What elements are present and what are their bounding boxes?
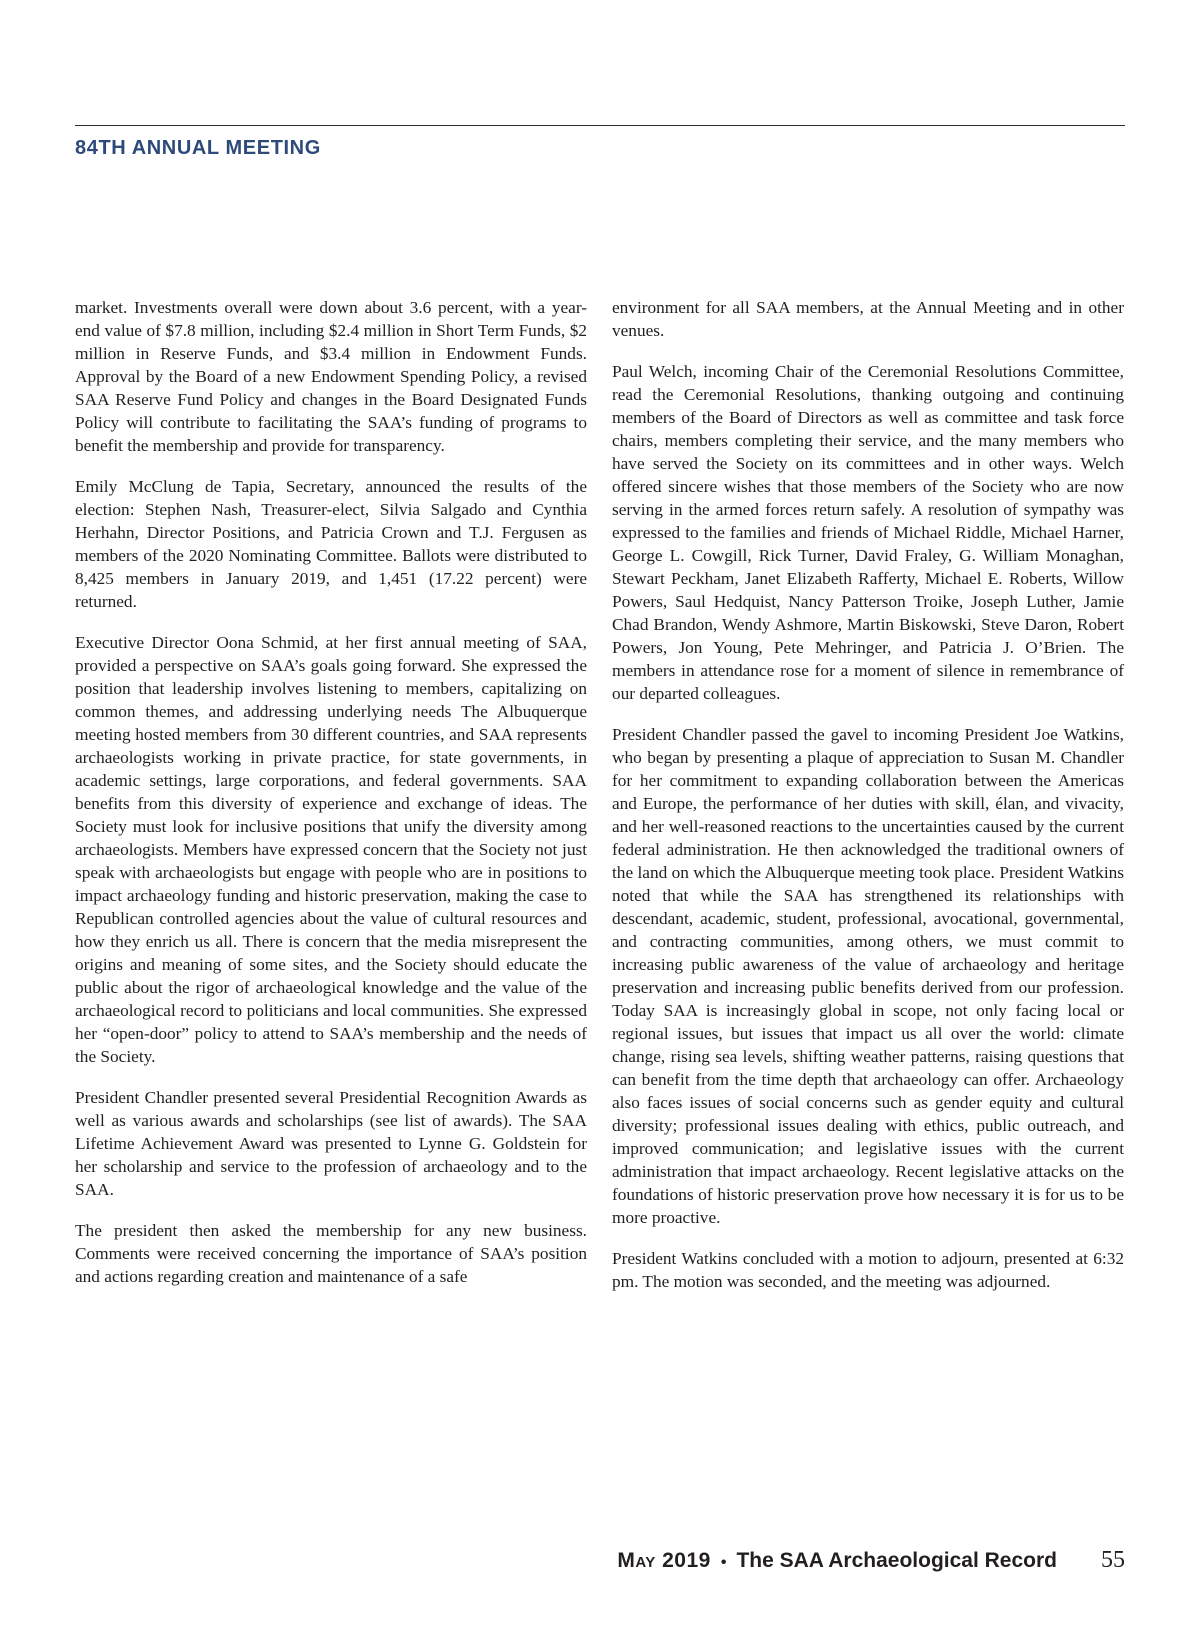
section-title: 84TH ANNUAL MEETING [75,137,321,159]
paragraph: The president then asked the membership for any new business. Comments were received concerning the importance of SAA’s position and actions regarding creation and maintenance of a safe [75,1221,587,1286]
publication-title: The SAA Archaeological Record [736,1549,1057,1572]
paragraph: Emily McClung de Tapia, Secretary, announced the results of the election: Stephen Nash, Treasurer-elect, Silvia Salgado and Cynthia Herhahn, Director Positions, and Patricia Crown and T.J. Fergusen as members of the 2020 Nominating Committee. Ballots were distributed to 8,425 members in January 2019, and 1,451 (17.22 percent) were returned. [75,477,587,611]
paragraph: environment for all SAA members, at the Annual Meeting and in other venues. [612,298,1124,340]
left-column [75,296,587,1306]
paragraph: Executive Director Oona Schmid, at her first annual meeting of SAA, provided a perspective on SAA’s goals going forward. She expressed the position that leadership involves listening to members, capitalizing on common themes, and addressing underlying needs The Albuquerque meeting hosted members from 30 different countries, and SAA represents archaeologists working in private practice, for state governments, in academic settings, large corporations, and federal governments. SAA benefits from this diversity of experience and exchange of ideas. The Society must look for inclusive positions that unify the diversity among archaeologists. Members have expressed concern that the Society not just speak with archaeologists but engage with people who are in positions to impact archaeology funding and historic preservation, making the case to Republican controlled agencies about the value of cultural resources and how they enrich us all. There is concern that the media misrepresent the origins and meaning of some sites, and the Society should educate the public about the rigor of archaeological knowledge and the value of the archaeological record to politicians and local communities. She expressed her “open-door” policy to attend to SAA’s membership and the needs of the Society. [75,633,587,1066]
paragraph: President Watkins concluded with a motion to adjourn, presented at 6:32 pm. The motion was seconded, and the meeting was adjourned. [612,1249,1124,1291]
header-rule [75,125,1125,126]
page-number: 55 [1101,1547,1125,1573]
paragraph: market. Investments overall were down about 3.6 percent, with a year-end value of $7.8 million, including $2.4 million in Short Term Funds, $2 million in Reserve Funds, and $3.4 million in Endowment Funds. Approval by the Board of a new Endowment Spending Policy, a revised SAA Reserve Fund Policy and changes in the Board Designated Funds Policy will contribute to facilitating the SAA’s funding of programs to benefit the membership and provide for transparency. [75,298,587,455]
paragraph: President Chandler presented several Presidential Recognition Awards as well as various awards and scholarships (see list of awards). The SAA Lifetime Achievement Award was presented to Lynne G. Goldstein for her scholarship and service to the profession of archaeology and to the SAA. [75,1088,587,1199]
issue-date: May 2019 [617,1549,711,1572]
paragraph: President Chandler passed the gavel to incoming President Joe Watkins, who began by presenting a plaque of appreciation to Susan M. Chandler for her commitment to expanding collaboration between the Americas and Europe, the performance of her duties with skill, élan, and vivacity, and her well-reasoned reactions to the uncertainties caused by the current federal administration. He then acknowledged the traditional owners of the land on which the Albuquerque meeting took place. President Watkins noted that while the SAA has strengthened its relationships with descendant, academic, student, professional, avocational, governmental, and contracting communities, among others, we must commit to increasing public awareness of the value of archaeology and heritage preservation and increasing public benefits derived from our profession. Today SAA is increasingly global in scope, not only facing local or regional issues, but issues that impact us all over the world: climate change, rising sea levels, shifting weather patterns, raising questions that can benefit from the time depth that archaeology can offer. Archaeology also faces issues of social concerns such as gender equity and cultural diversity; professional issues dealing with ethics, public outreach, and improved communication; and legislative issues with the current administration that impact archaeology. Recent legislative attacks on the foundations of historic preservation prove how necessary it is for us to be more proactive. [612,725,1124,1227]
paragraph: Paul Welch, incoming Chair of the Ceremonial Resolutions Committee, read the Ceremonial Resolutions, thanking outgoing and continuing members of the Board of Directors as well as committee and task force chairs, members completing their service, and the many members who have served the Society on its committees and in other ways. Welch offered sincere wishes that those members of the Society who are now serving in the armed forces return safely. A resolution of sympathy was expressed to the families and friends of Michael Riddle, Michael Harner, George L. Cowgill, Rick Turner, David Fraley, G. William Monaghan, Stewart Peckham, Janet Elizabeth Rafferty, Michael E. Roberts, Willow Powers, Saul Hedquist, Nancy Patterson Troike, Joseph Luther, Jamie Chad Brandon, Wendy Ashmore, Martin Biskowski, Steve Daron, Robert Powers, Jon Young, Pete Mehringer, and Patricia J. O’Brien. The members in attendance rose for a moment of silence in remembrance of our departed colleagues. [612,362,1124,703]
page-footer [617,1547,1125,1574]
right-column [612,296,1124,1311]
footer-bullet: • [720,1554,727,1571]
